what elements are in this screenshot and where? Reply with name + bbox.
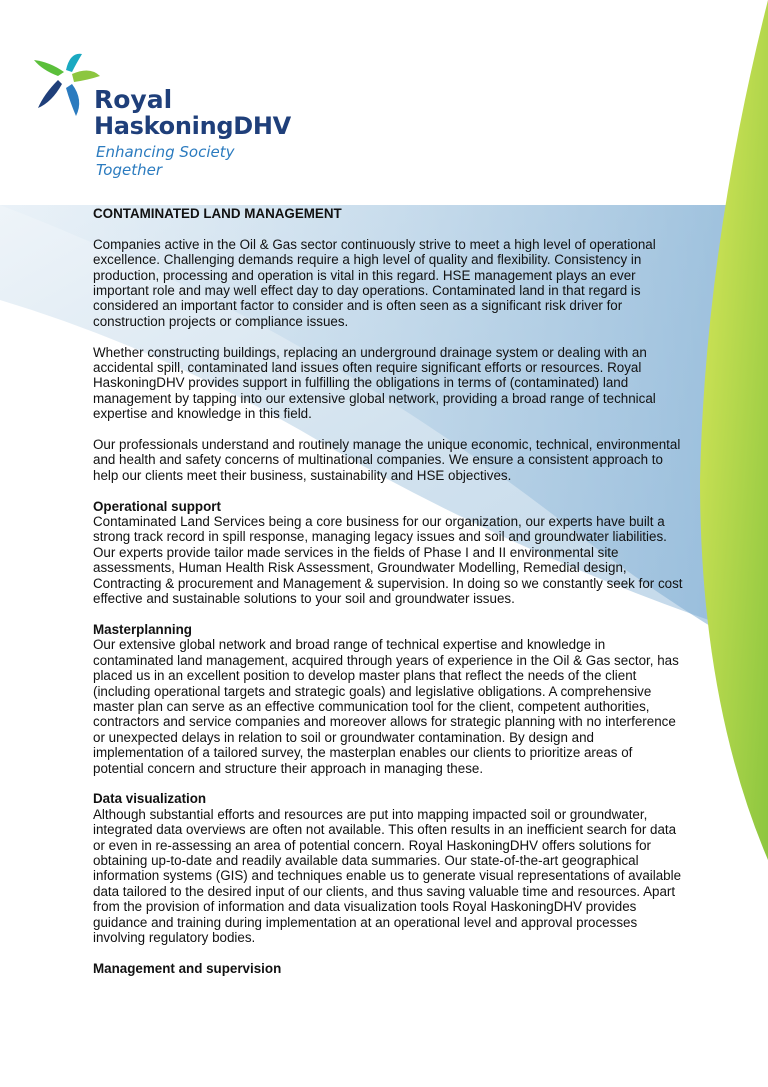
- green-swoosh: [700, 0, 768, 860]
- intro-paragraph-3: Our professionals understand and routinely manage the unique economic, technical, environmental and health and safety concerns of multinational companies. We ensure a consistent approach to help our clients meet their business, sustainability and HSE objectives.: [93, 437, 681, 483]
- section-heading: Operational support: [93, 498, 221, 514]
- company-logo: [30, 50, 300, 179]
- document-body: [93, 206, 683, 992]
- section-body: Although substantial efforts and resources are put into mapping impacted soil or groundwater, integrated data overviews are often not available. This often results in an inefficient search for data or even in re-assessing an area of potential concern. Royal HaskoningDHV offers solutions for obtaining up-to-date and readily available data summaries. Our state-of-the-art geographical information systems (GIS) and techniques enable us to generate visual representations of available data tailored to the desired input of our clients, and thus saving valuable time and resources. Apart from the provision of information and data visualization tools Royal HaskoningDHV provides guidance and training during implementation at an operational level and approval processes involving regulatory bodies.: [93, 806, 682, 945]
- intro-paragraph-2: Whether constructing buildings, replacing an underground drainage system or dealing with an accidental spill, contaminated land issues often require significant efforts or resources. Royal HaskoningDHV provides support in fulfilling the obligations in terms of (contaminated) land management by tapping into our extensive global network, providing a broad range of technical expertise and knowledge in this field.: [93, 344, 656, 422]
- intro-paragraph-1: Companies active in the Oil & Gas sector continuously strive to meet a high level of operational excellence. Challenging demands require a high level of quality and flexibility. Consistency in production, processing and operation is vital in this regard. HSE management plays an ever important role and may well effect day to day operations. Contaminated land in that regard is considered an important factor to consider and is often seen as a significant risk driver for construction projects or compliance issues.: [93, 236, 656, 329]
- section-operational-support: [93, 499, 683, 607]
- section-body: Contaminated Land Services being a core business for our organization, our experts have built a strong track record in spill response, managing legacy issues and soil and groundwater liabilities. Our experts provide tailor made services in the fields of Phase I and II environmental site assessments, Human Health Risk Assessment, Groundwater Modelling, Remedial design, Contracting & procurement and Management & supervision. In doing so we constantly seek for cost effective and sustainable solutions to your soil and groundwater issues.: [93, 514, 683, 607]
- star-icon: [32, 50, 102, 122]
- document-title: CONTAMINATED LAND MANAGEMENT: [93, 206, 342, 221]
- brand-name-line1: Royal: [94, 85, 173, 114]
- section-management-supervision: [93, 961, 683, 976]
- brand-tagline: Enhancing Society Together: [96, 143, 235, 179]
- section-heading: Masterplanning: [93, 621, 192, 637]
- section-heading: Data visualization: [93, 791, 207, 807]
- section-body: Our extensive global network and broad range of technical expertise and knowledge in contaminated land management, acquired through years of experience in the Oil & Gas sector, has placed us in an excellent position to develop master plans that reflect the needs of the client (including operational targets and strategic goals) and legislative obligations. A comprehensive master plan can serve as an effective communication tool for the client, competent authorities, contractors and service companies and moreover allows for strategic planning with no interference or unexpected delays in relation to soil or groundwater contamination. By design and implementation of a tailored survey, the masterplan enables our clients to prioritize areas of potential concern and structure their approach in managing these.: [93, 637, 679, 776]
- section-data-visualization: [93, 791, 683, 945]
- section-masterplanning: [93, 622, 683, 776]
- section-heading: Management and supervision: [93, 960, 282, 976]
- brand-name-line2: HaskoningDHV: [94, 112, 291, 140]
